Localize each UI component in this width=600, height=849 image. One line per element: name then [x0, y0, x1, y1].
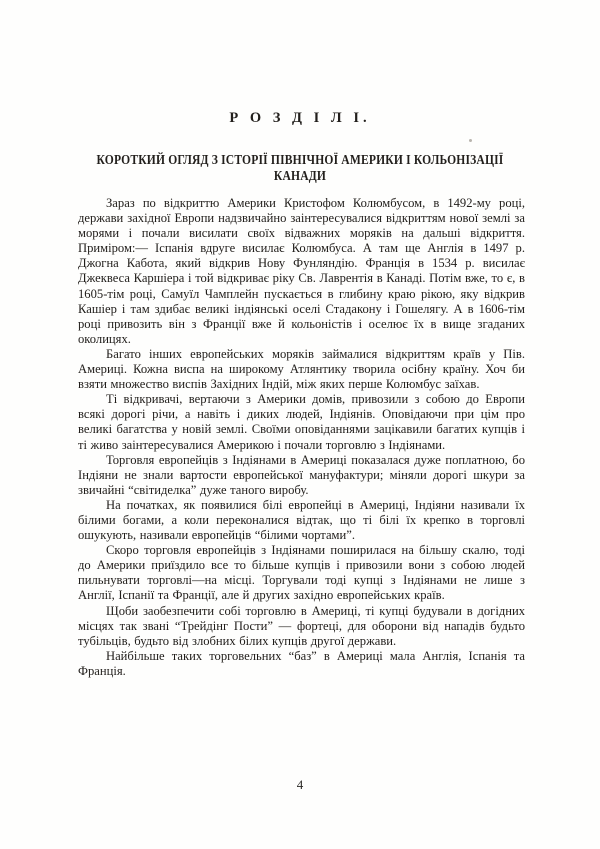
page-number: 4 [296, 777, 304, 792]
paragraph: Багато інших европейських моряків займалися відкриттям країв у Пів. Америці. Кожна виспа на широкому Атлянтику творила осібну країну. Хоч би взяти множество виспів Західних Індій, між яких перше Колюмбус заїхав. [78, 346, 525, 392]
paragraph: Ті відкривачі, вертаючи з Америки домів, привозили з собою до Европи всякі дорогі річи, а навіть і диких людей, Індіянів. Оповідаючи при цім про великі багатства у новій землі. Своїми оповіданнями зацікавили багатих купців і ті живо заінтересувалися Америкою і почали торговлю з Індіянами. [78, 392, 525, 452]
paragraph: Скоро торговля европейців з Індіянами поширилася на більшу скалю, тоді до Америки приїздило все то більше купців і привозили вони з собою людей пильнувати торговлі—на місці. Торгували тоді купці з Індіянами не лише з Англії, Іспанії та Франції, але й других західно европейських країв. [78, 543, 525, 603]
scan-speck-artifact [469, 139, 472, 142]
chapter-title: Р О З Д І Л I. [229, 110, 371, 126]
section-heading-line-2: КАНАДИ [273, 168, 327, 183]
paragraph: Зараз по відкриттю Америки Кристофом Колюмбусом, в 1492-му році, держави західної Европи надзвичайно заінтересувалися відкриттям нової землі за морями і почали висилати своїх відважних моряків на дальші відкриття. Приміром:— Іспанія вдруге висилає Колюмбуса. А там ще Англія в 1497 р. Джогна Кабота, який відкрив Нову Фунляндію. Франція в 1534 р. висилає Джеквеса Каршіера і той відкриває ріку Св. Лаврентія в Канаді. Потім вже, то є, в 1605-тім році, Самуїл Чамплейн пускається в глибину краю рікою, яку відкрив Кашіер і там здибає великі індіянські оселі Стадакону і Гошелягу. А в 1606-тім році привозить він з Франції вже й кольоністів і оселює їх в вище згаданих околицях. [78, 196, 525, 346]
paragraph: На початках, як появилися білі европейці в Америці, Індіяни називали їх білими богами, а коли переконалися відтак, що ті білі їх крепко в торговлі ошукують, називали европейців “білими чортами”. [78, 497, 525, 543]
paragraph: Торговля европейців з Індіянами в Америці показалася дуже поплатною, бо Індіяни не знали вартости европейської мануфактури; міняли дорогі шкури за звичайні “світиделка” дуже таного виробу. [78, 452, 525, 497]
section-heading-line-1: КОРОТКИЙ ОГЛЯД З ІСТОРІЇ ПІВНІЧНОЇ АМЕРИКИ І КОЛЬОНІЗАЦІЇ [96, 152, 504, 167]
section-heading [0, 152, 600, 184]
paragraph: Щоби заобезпечити собі торговлю в Америці, ті купці будували в догідних місцях так звані “Трейдінг Пости” — фортеці, для оборони від нападів будьто тубільців, будьто від злобних білих купців другої держави. [78, 603, 525, 648]
paragraph: Найбільше таких торговельних “баз” в Америці мала Англія, Іспанія та Франція. [78, 648, 525, 678]
body-text [78, 196, 525, 679]
